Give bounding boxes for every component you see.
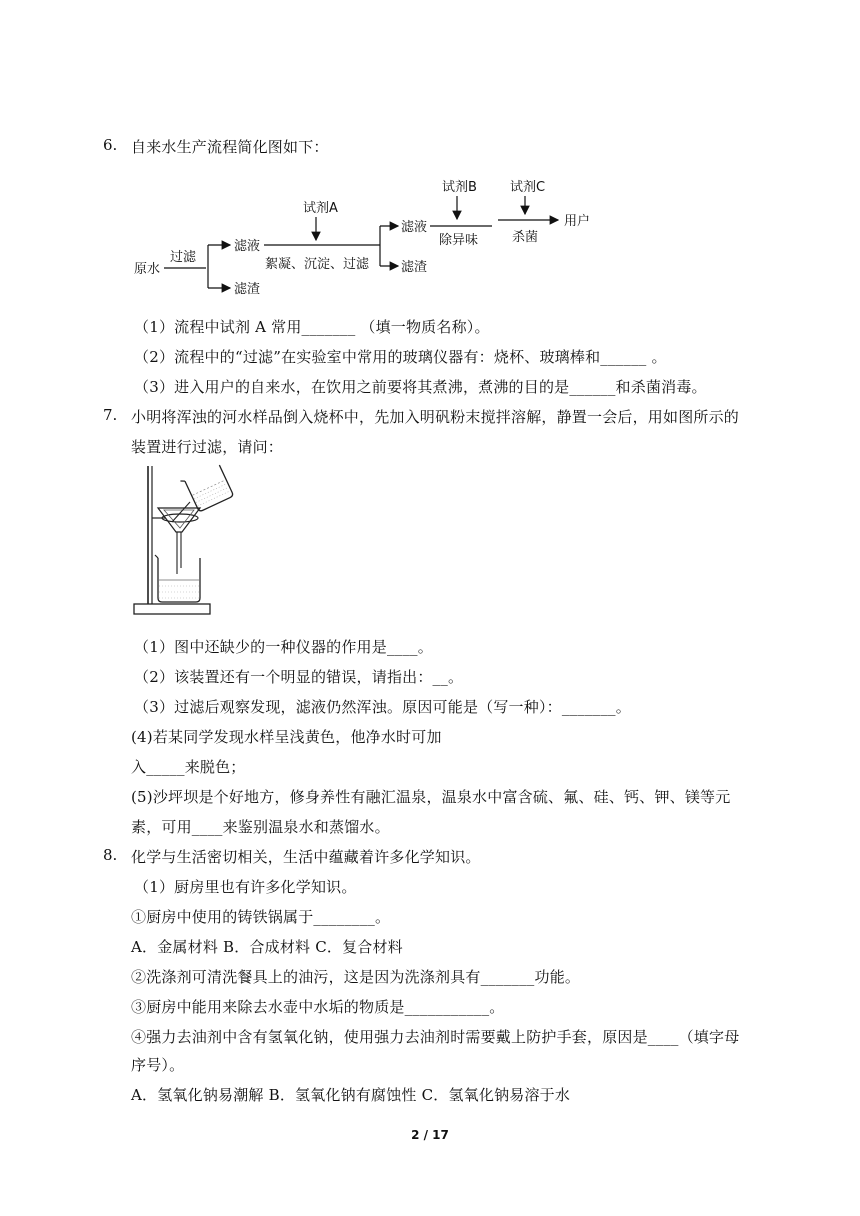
q8-line-3: A．金属材料 B．合成材料 C．复合材料	[131, 938, 403, 956]
label-deodorize: 除异味	[439, 233, 479, 248]
label-residue-2: 滤渣	[401, 260, 428, 275]
label-reagent-a: 试剂A	[303, 201, 338, 216]
q6-item-1: （1）流程中试剂 A 常用_______ （填一物质名称）。	[134, 318, 490, 336]
q7-item-5: (5)沙坪坝是个好地方，修身养性有融汇温泉，温泉水中富含硫、氟、硅、钙、钾、镁等元	[131, 788, 731, 806]
q7-item-4: (4)若某同学发现水样呈浅黄色，他净水时可加	[131, 728, 442, 746]
q8-line-1: （1）厨房里也有许多化学知识。	[134, 878, 357, 896]
q7-item-1: （1）图中还缺少的一种仪器的作用是____。	[134, 638, 433, 656]
q8-line-6: ④强力去油剂中含有氢氧化钠，使用强力去油剂时需要戴上防护手套，原因是____（填字母	[131, 1028, 740, 1046]
label-reagent-c: 试剂C	[510, 180, 546, 195]
question-number: 6.	[103, 136, 118, 154]
label-filter: 过滤	[170, 250, 197, 265]
q7-item-3: （3）过滤后观察发现，滤液仍然浑浊。原因可能是（写一种）：_______。	[134, 698, 631, 716]
q8-line-4: ②洗涤剂可清洗餐具上的油污，这是因为洗涤剂具有_______功能。	[131, 968, 581, 986]
q8-line-7: 序号）。	[131, 1056, 185, 1074]
label-residue-1: 滤渣	[234, 282, 261, 297]
q8-line-2: ①厨房中使用的铸铁锅属于________。	[131, 908, 391, 926]
page-number: 2 / 17	[411, 1128, 449, 1142]
filtration-apparatus-figure	[128, 462, 238, 620]
water-process-flow-diagram	[130, 172, 600, 302]
label-raw-water: 原水	[134, 262, 161, 277]
q6-item-3: （3）进入用户的自来水，在饮用之前要将其煮沸，煮沸的目的是______和杀菌消毒。	[134, 378, 707, 396]
question-stem-line-1: 小明将浑浊的河水样品倒入烧杯中，先加入明矾粉末搅拌溶解，静置一会后，用如图所示的	[131, 408, 740, 426]
q7-item-4-cont: 入_____来脱色；	[131, 758, 246, 776]
label-filtrate-2: 滤液	[401, 220, 428, 235]
label-flocculation-step: 絮凝、沉淀、过滤	[265, 257, 370, 272]
q8-line-8: A．氢氧化钠易潮解 B．氢氧化钠有腐蚀性 C．氢氧化钠易溶于水	[131, 1086, 571, 1104]
q7-item-5-cont: 素，可用____来鉴别温泉水和蒸馏水。	[131, 818, 390, 836]
label-reagent-b: 试剂B	[442, 180, 477, 195]
label-filtrate-1: 滤液	[234, 239, 261, 254]
q6-item-2: （2）流程中的“过滤”在实验室中常用的玻璃仪器有：烧杯、玻璃棒和______ 。	[134, 348, 667, 366]
q7-item-2: （2）该装置还有一个明显的错误，请指出：__。	[134, 668, 464, 686]
q8-line-5: ③厨房中能用来除去水壶中水垢的物质是___________。	[131, 998, 505, 1016]
question-stem: 自来水生产流程简化图如下：	[131, 138, 329, 156]
question-number: 7.	[103, 406, 118, 424]
question-stem-line-2: 装置进行过滤，请问：	[131, 438, 284, 456]
question-number: 8.	[103, 846, 118, 864]
label-user: 用户	[564, 214, 591, 229]
question-stem: 化学与生活密切相关，生活中蕴藏着许多化学知识。	[131, 848, 481, 866]
label-sterilize: 杀菌	[512, 230, 539, 245]
